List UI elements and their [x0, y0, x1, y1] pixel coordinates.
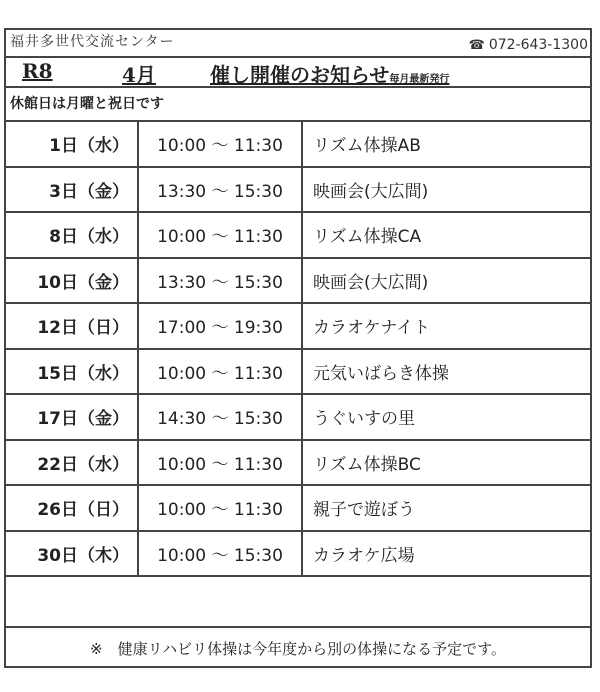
phone-icon: ☎ — [468, 38, 485, 53]
table-row — [4, 349, 592, 395]
event-day: 1日（水） — [4, 121, 138, 167]
event-name: 親子で遊ぼう — [302, 485, 592, 531]
event-time: 10:00 ～ 11:30 — [138, 121, 302, 167]
title-main — [210, 59, 449, 88]
event-day: 8日（水） — [4, 212, 138, 258]
table-row — [4, 531, 592, 577]
phone-number-text: 072-643-1300 — [488, 37, 588, 53]
event-time: 10:00 ～ 11:30 — [138, 349, 302, 395]
table-row — [4, 258, 592, 304]
event-name: 元気いばらき体操 — [302, 349, 592, 395]
table-row — [4, 212, 592, 258]
closed-days-note: 休館日は月曜と祝日です — [10, 96, 164, 112]
event-time: 10:00 ～ 15:30 — [138, 531, 302, 577]
event-name: リズム体操AB — [302, 121, 592, 167]
center-name: 福井多世代交流センター — [10, 34, 175, 50]
event-time: 13:30 ～ 15:30 — [138, 258, 302, 304]
event-name: カラオケナイト — [302, 303, 592, 349]
title-row — [4, 56, 592, 88]
phone-number — [469, 37, 588, 53]
event-day: 30日（木） — [4, 531, 138, 577]
footnote: ※ 健康リハビリ体操は今年度から別の体操になる予定です。 — [4, 626, 592, 668]
table-row — [4, 394, 592, 440]
event-name: 映画会(大広間) — [302, 258, 592, 304]
table-row — [4, 440, 592, 486]
title-era: R8 — [22, 59, 53, 83]
event-time: 10:00 ～ 11:30 — [138, 212, 302, 258]
event-day: 17日（金） — [4, 394, 138, 440]
table-row — [4, 167, 592, 213]
table-row — [4, 121, 592, 167]
table-row — [4, 485, 592, 531]
event-time: 14:30 ～ 15:30 — [138, 394, 302, 440]
event-time: 13:30 ～ 15:30 — [138, 167, 302, 213]
event-day: 12日（日） — [4, 303, 138, 349]
event-time: 10:00 ～ 11:30 — [138, 440, 302, 486]
event-name: カラオケ広場 — [302, 531, 592, 577]
event-day: 26日（日） — [4, 485, 138, 531]
event-time: 17:00 ～ 19:30 — [138, 303, 302, 349]
title-main-text: 催し開催のお知らせ — [210, 63, 390, 87]
event-name: リズム体操BC — [302, 440, 592, 486]
event-day: 15日（水） — [4, 349, 138, 395]
event-name: 映画会(大広間) — [302, 167, 592, 213]
event-day: 10日（金） — [4, 258, 138, 304]
title-sub: 毎月最新発行 — [389, 74, 450, 85]
table-row — [4, 303, 592, 349]
event-time: 10:00 ～ 11:30 — [138, 485, 302, 531]
events-table — [4, 120, 592, 577]
event-name: リズム体操CA — [302, 212, 592, 258]
title-month: 4月 — [122, 63, 156, 87]
event-name: うぐいすの里 — [302, 394, 592, 440]
event-day: 3日（金） — [4, 167, 138, 213]
event-day: 22日（水） — [4, 440, 138, 486]
